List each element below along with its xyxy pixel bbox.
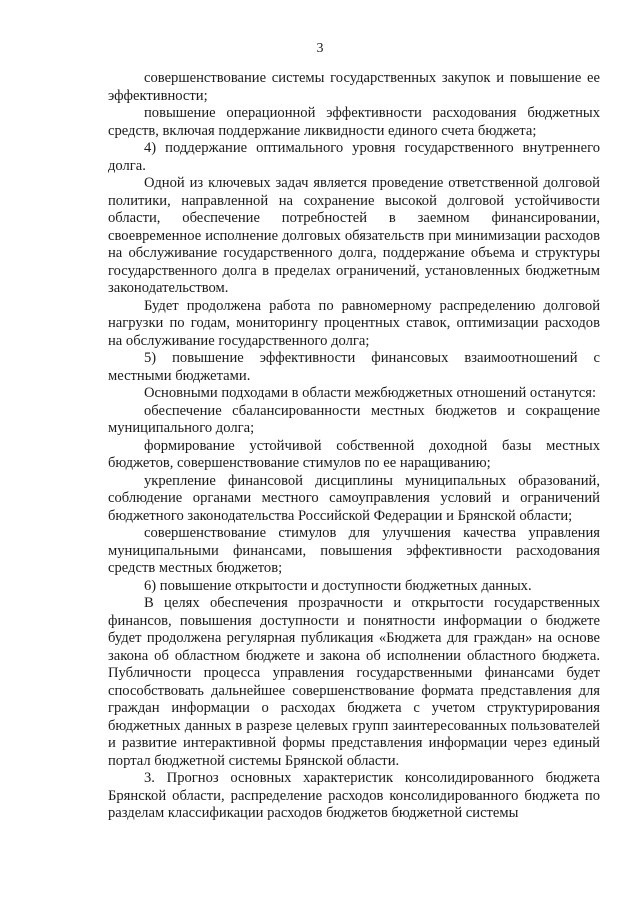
paragraph-item-4: 4) поддержание оптимального уровня государственного внутреннего долга.	[108, 140, 600, 174]
paragraph-approaches: Основными подходами в области межбюджетных отношений останутся:	[144, 385, 596, 401]
page-number: 3	[316, 41, 324, 56]
paragraph-item-6: 6) повышение открытости и доступности бюджетных данных.	[144, 577, 532, 594]
paragraph-transparency: В целях обеспечения прозрачности и открытости государственных финансов, повышения доступности и понятности информации о бюджете будет продолжена регулярная публикация «Бюджета для граждан» на основе закона об областном бюджете и закона об исполнении областного бюджета. Публичности процесса управления государственными финансами будет способствовать дальнейшее совершенствование формата представления для граждан информации о расходах бюджета с учетом структурирования бюджетных данных в разрезе целевых групп заинтересованных пользователей и развитие интерактивной формы представления информации через единый портал бюджетной системы Брянской области.	[108, 595, 600, 769]
paragraph-item-5: 5) повышение эффективности финансовых взаимоотношений с местными бюджетами.	[108, 350, 600, 384]
paragraph-section-3: 3. Прогноз основных характеристик консолидированного бюджета Брянской области, распределение расходов консолидированного бюджета по разделам классификации расходов бюджетов бюджетной системы	[108, 770, 600, 821]
paragraph-discipline: укрепление финансовой дисциплины муниципальных образований, соблюдение органами местного самоуправления условий и ограничений бюджетного законодательства Российской Федерации и Брянской области;	[108, 472, 600, 524]
paragraph-operational-efficiency: повышение операционной эффективности расходования бюджетных средств, включая поддержание ликвидности единого счета бюджета;	[108, 105, 600, 139]
paragraph-debt-load: Будет продолжена работа по равномерному распределению долговой нагрузки по годам, мониторингу процентных ставок, оптимизации расходов на обслуживание государственного долга;	[108, 297, 600, 349]
paragraph-procurement: совершенствование системы государственных закупок и повышение ее эффективности;	[108, 70, 600, 104]
document-body	[108, 70, 600, 823]
paragraph-revenue-base: формирование устойчивой собственной доходной базы местных бюджетов, совершенствование стимулов по ее наращиванию;	[108, 437, 600, 471]
paragraph-balance: обеспечение сбалансированности местных бюджетов и сокращение муниципального долга;	[108, 402, 600, 436]
paragraph-debt-policy: Одной из ключевых задач является проведение ответственной долговой политики, направленной на сохранение высокой долговой устойчивости области, обеспечение потребностей в заемном финансировании, своевременное исполнение долговых обязательств при минимизации расходов на обслуживание государственного долга, поддержание объема и структуры государственного долга в пределах ограничений, установленных бюджетным законодательством.	[108, 175, 600, 296]
paragraph-incentives: совершенствование стимулов для улучшения качества управления муниципальными финансами, повышения эффективности расходования средств местных бюджетов;	[108, 525, 600, 576]
